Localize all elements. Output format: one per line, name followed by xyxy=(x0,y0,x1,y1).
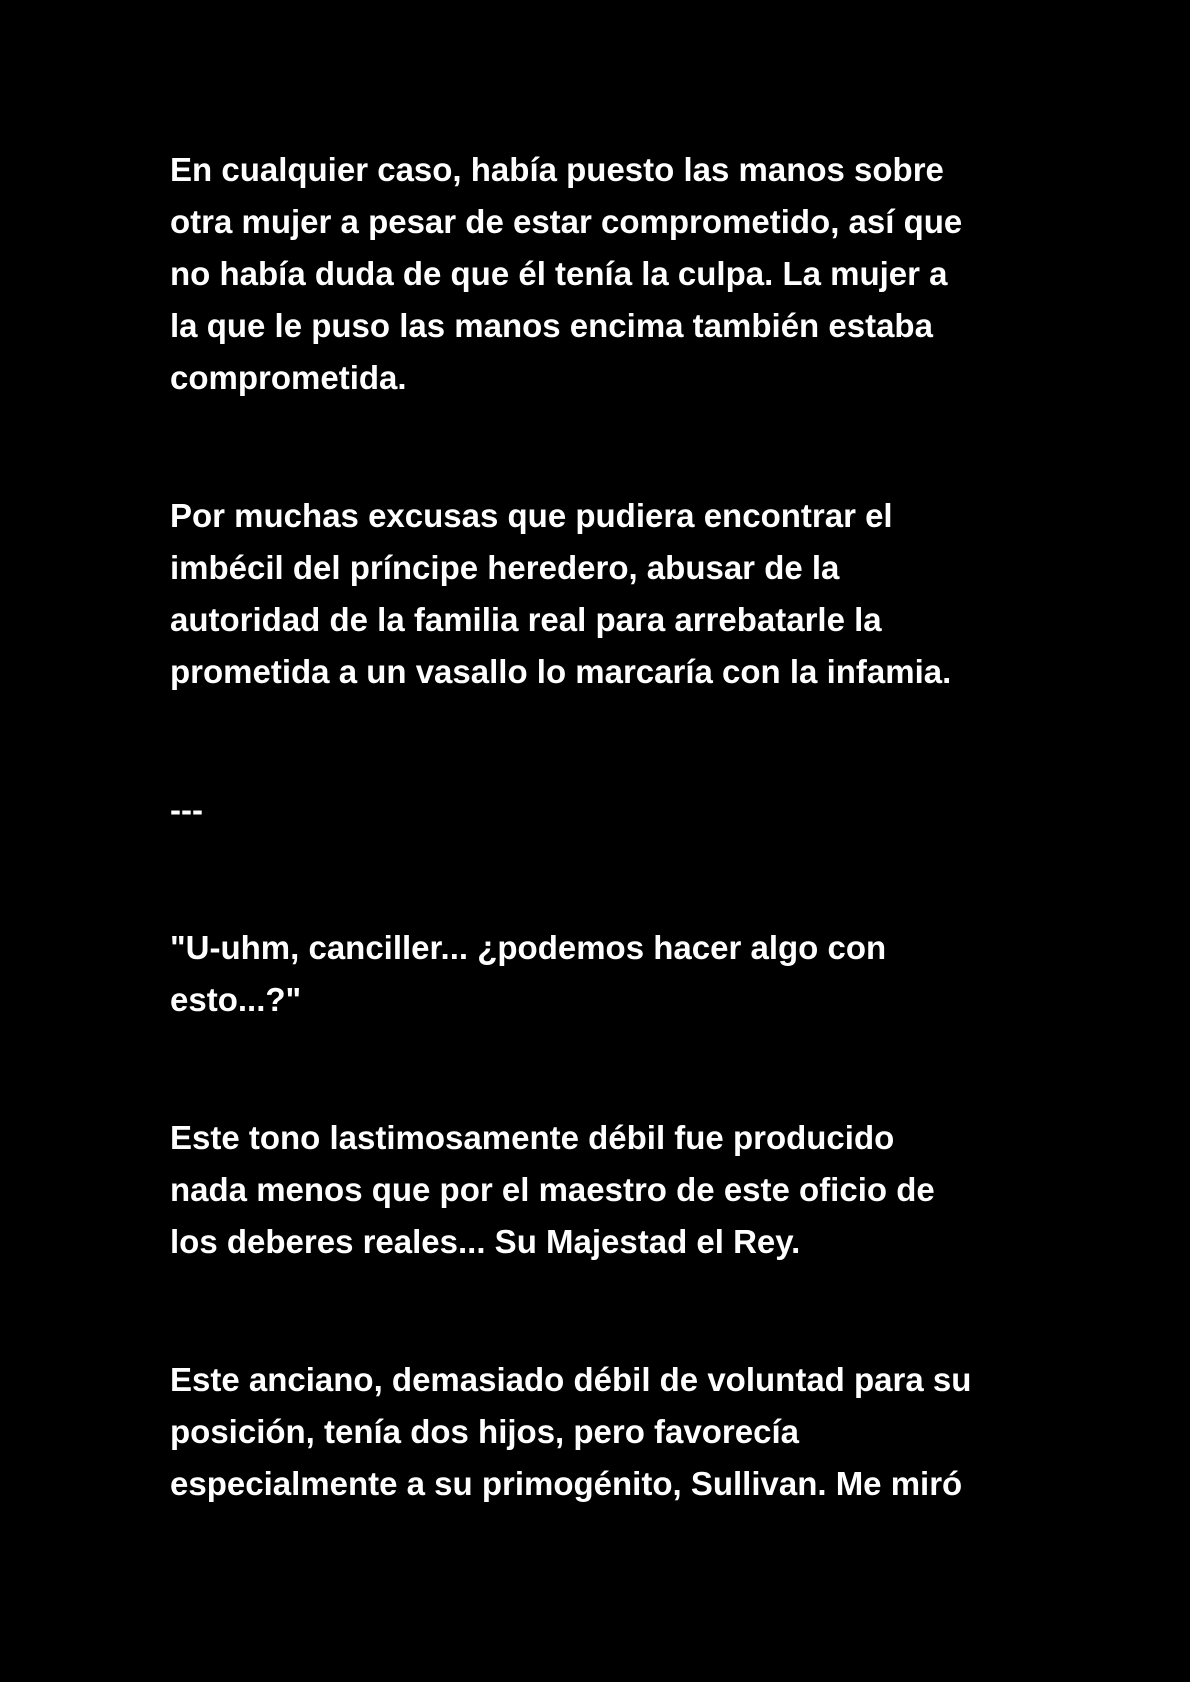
text-line: posición, tenía dos hijos, pero favorecía xyxy=(170,1413,799,1450)
text-line: no había duda de que él tenía la culpa. La mujer a xyxy=(170,255,948,292)
text-line: esto...?" xyxy=(170,981,302,1018)
text-line: los deberes reales... Su Majestad el Rey. xyxy=(170,1223,801,1260)
text-line: "U-uhm, canciller... ¿podemos hacer algo con xyxy=(170,929,887,966)
text-line: Este anciano, demasiado débil de voluntad para su xyxy=(170,1361,972,1398)
text-line: En cualquier caso, había puesto las manos sobre xyxy=(170,151,944,188)
text-line: Este tono lastimosamente débil fue producido xyxy=(170,1119,895,1156)
text-line: especialmente a su primogénito, Sullivan. Me miró xyxy=(170,1465,963,1502)
text-line: nada menos que por el maestro de este oficio de xyxy=(170,1171,935,1208)
text-line: imbécil del príncipe heredero, abusar de la xyxy=(170,549,840,586)
text-line: prometida a un vasallo lo marcaría con la infamia. xyxy=(170,653,952,690)
text-line: autoridad de la familia real para arrebatarle la xyxy=(170,601,882,638)
text-line: comprometida. xyxy=(170,359,407,396)
text-line: Por muchas excusas que pudiera encontrar el xyxy=(170,497,893,534)
text-line: la que le puso las manos encima también estaba xyxy=(170,307,933,344)
text-line: otra mujer a pesar de estar comprometido, así que xyxy=(170,203,963,240)
section-separator: --- xyxy=(170,791,203,828)
